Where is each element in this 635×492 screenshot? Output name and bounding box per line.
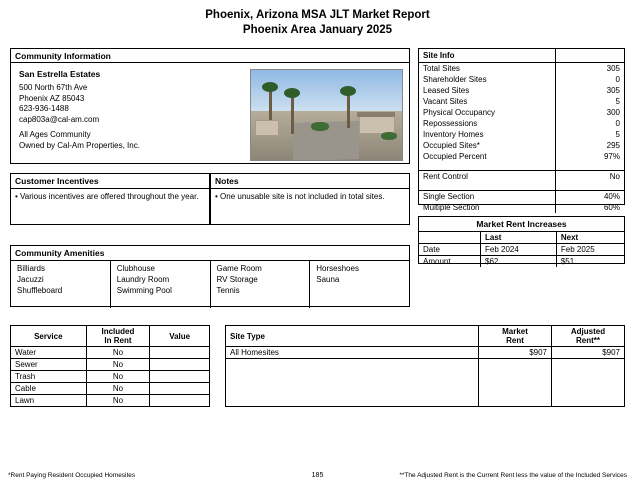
service-included: No	[86, 383, 150, 395]
table-row	[419, 118, 624, 129]
service-value	[150, 383, 210, 395]
table-row	[419, 107, 624, 118]
spacer-row	[419, 182, 624, 191]
site-info-value: 5	[556, 96, 625, 107]
customer-incentives-text: • Various incentives are offered throughout the year.	[15, 192, 199, 201]
amenities-columns	[11, 261, 409, 308]
service-value	[150, 359, 210, 371]
site-info-value: 305	[556, 63, 625, 75]
amount-last: $62	[481, 256, 557, 268]
service-included: No	[86, 371, 150, 383]
title-line-2: Phoenix Area January 2025	[242, 24, 393, 36]
footer-page-number: 185	[311, 472, 324, 479]
title-line-1: Phoenix, Arizona MSA JLT Market Report	[205, 9, 430, 21]
bush-icon	[381, 132, 397, 140]
amenity-item: Shuffleboard	[17, 286, 63, 295]
table-row	[419, 96, 624, 107]
site-info-value: 5	[556, 129, 625, 140]
amenity-item: Horseshoes	[316, 264, 359, 273]
table-filler-row	[226, 359, 625, 407]
service-included: No	[86, 347, 150, 359]
community-photo	[250, 69, 403, 161]
table-row	[419, 129, 624, 140]
header-market-line2: Rent	[506, 336, 524, 345]
table-row	[226, 347, 625, 359]
table-row	[11, 371, 210, 383]
column-header-included-in-rent	[86, 326, 150, 347]
site-info-value: 0	[556, 74, 625, 85]
page-footer	[0, 472, 635, 484]
amenity-item: Game Room	[216, 264, 262, 273]
community-extra-block	[19, 130, 140, 151]
site-info-label: Occupied Sites*	[423, 141, 480, 150]
site-info-value: 295	[556, 140, 625, 151]
site-info-panel	[418, 48, 625, 212]
market-rent-increases-panel	[418, 216, 625, 264]
service-included: No	[86, 359, 150, 371]
amenities-column	[210, 261, 310, 308]
site-info-title-row	[419, 49, 624, 63]
header-adjusted-line1: Adjusted	[570, 327, 606, 336]
row-label-date: Date	[419, 244, 481, 256]
palm-fronds-icon	[340, 86, 356, 96]
table-row	[419, 191, 624, 203]
row-label-amount: Amount	[419, 256, 481, 268]
amenity-item: Laundry Room	[116, 275, 170, 284]
customer-incentives-title: Customer Incentives	[11, 174, 209, 189]
community-amenities-title: Community Amenities	[11, 246, 409, 261]
section-value: 40%	[556, 191, 625, 203]
site-info-label: Occupied Percent	[423, 152, 487, 161]
notes-title: Notes	[211, 174, 409, 189]
service-name: Trash	[11, 371, 87, 383]
service-value	[150, 371, 210, 383]
community-amenities-panel	[10, 245, 410, 307]
community-email: cap803a@cal-am.com	[19, 114, 100, 124]
header-included-line1: Included	[101, 327, 135, 336]
rent-control-value: No	[556, 171, 625, 183]
market-rent-increases-title: Market Rent Increases	[419, 217, 624, 232]
section-label: Single Section	[419, 191, 556, 203]
community-phone: 623-936-1488	[19, 104, 69, 113]
site-type-table	[225, 325, 625, 407]
table-header-row	[226, 326, 625, 347]
service-value	[150, 347, 210, 359]
amenity-item: Tennis	[216, 286, 240, 295]
service-included: No	[86, 395, 150, 407]
table-header-row	[11, 326, 210, 347]
table-row	[419, 74, 624, 85]
column-header-last: Last	[481, 232, 557, 244]
site-info-value: 97%	[556, 151, 625, 162]
customer-incentives-panel	[10, 173, 210, 225]
service-name: Water	[11, 347, 87, 359]
header-adjusted-line2: Rent**	[575, 336, 600, 345]
site-info-table	[419, 49, 624, 213]
site-type-market-rent: $907	[479, 347, 552, 359]
age-restriction: All Ages Community	[19, 130, 91, 139]
community-information-title: Community Information	[11, 49, 409, 63]
community-information-panel	[10, 48, 410, 164]
palm-fronds-icon	[284, 88, 300, 98]
section-label: Multiple Section	[423, 203, 480, 212]
amenity-item: Jacuzzi	[17, 275, 44, 284]
site-info-value: 300	[556, 107, 625, 118]
site-type-name: All Homesites	[226, 347, 479, 359]
site-info-value: 305	[556, 85, 625, 96]
palm-fronds-icon	[262, 82, 278, 92]
bush-icon	[311, 122, 329, 131]
table-row	[419, 256, 624, 268]
page-title	[0, 8, 635, 38]
home-roof-icon	[357, 112, 395, 117]
service-value	[150, 395, 210, 407]
date-next: Feb 2025	[556, 244, 624, 256]
date-last: Feb 2024	[481, 244, 557, 256]
column-header-site-type: Site Type	[226, 326, 479, 347]
table-row	[419, 140, 624, 151]
address-line-1: 500 North 67th Ave	[19, 83, 88, 92]
table-row	[11, 347, 210, 359]
table-row	[419, 244, 624, 256]
amenities-column	[110, 261, 210, 308]
site-info-label: Leased Sites	[423, 86, 470, 95]
column-header-service: Service	[11, 326, 87, 347]
header-market-line1: Market	[502, 327, 528, 336]
rent-control-label: Rent Control	[419, 171, 556, 183]
amenity-item: Swimming Pool	[116, 286, 172, 295]
column-header-market-rent	[479, 326, 552, 347]
site-info-title: Site Info	[419, 49, 556, 63]
table-row	[419, 85, 624, 96]
site-type-adjusted-rent: $907	[552, 347, 625, 359]
table-row	[11, 383, 210, 395]
services-table	[10, 325, 210, 407]
site-info-label: Inventory Homes	[423, 130, 484, 139]
home-icon	[255, 120, 279, 136]
section-value: 60%	[556, 202, 625, 213]
amenity-item: Billiards	[17, 264, 46, 273]
column-header-blank	[419, 232, 481, 244]
amenity-item: RV Storage	[216, 275, 258, 284]
site-info-label: Shareholder Sites	[423, 75, 487, 84]
site-info-label: Repossessions	[423, 119, 478, 128]
site-info-value: 0	[556, 118, 625, 129]
community-name: San Estrella Estates	[19, 69, 101, 79]
amount-next: $51	[556, 256, 624, 268]
column-header-adjusted-rent	[552, 326, 625, 347]
table-row	[419, 202, 624, 213]
footer-right-note: **The Adjusted Rent is the Current Rent less the value of the Included Services	[399, 472, 627, 479]
amenities-column	[309, 261, 409, 308]
site-info-title-value	[556, 49, 625, 63]
notes-text: • One unusable site is not included in total sites.	[215, 192, 385, 201]
service-name: Cable	[11, 383, 87, 395]
site-info-label: Total Sites	[423, 64, 460, 73]
community-information-body	[11, 63, 409, 164]
table-row	[11, 395, 210, 407]
market-rent-increases-table	[419, 232, 624, 267]
rent-control-row	[419, 171, 624, 183]
table-row	[419, 151, 624, 162]
header-included-line2: In Rent	[104, 336, 132, 345]
amenity-item: Clubhouse	[116, 264, 155, 273]
ownership: Owned by Cal-Am Properties, Inc.	[19, 140, 140, 150]
address-line-2: Phoenix AZ 85043	[19, 93, 85, 103]
amenities-column	[11, 261, 110, 308]
palm-trunk-icon	[347, 92, 350, 128]
site-info-label: Physical Occupancy	[423, 108, 496, 117]
service-name: Lawn	[11, 395, 87, 407]
service-name: Sewer	[11, 359, 87, 371]
column-header-value: Value	[150, 326, 210, 347]
palm-trunk-icon	[291, 94, 294, 134]
site-info-label: Vacant Sites	[423, 97, 468, 106]
table-row	[11, 359, 210, 371]
notes-panel	[210, 173, 410, 225]
column-header-next: Next	[556, 232, 624, 244]
community-address-block	[19, 83, 99, 125]
footer-left-note: *Rent Paying Resident Occupied Homesites	[8, 472, 136, 479]
spacer-row	[419, 162, 624, 171]
table-row	[419, 63, 624, 75]
table-header-row	[419, 232, 624, 244]
amenity-item: Sauna	[316, 275, 340, 284]
